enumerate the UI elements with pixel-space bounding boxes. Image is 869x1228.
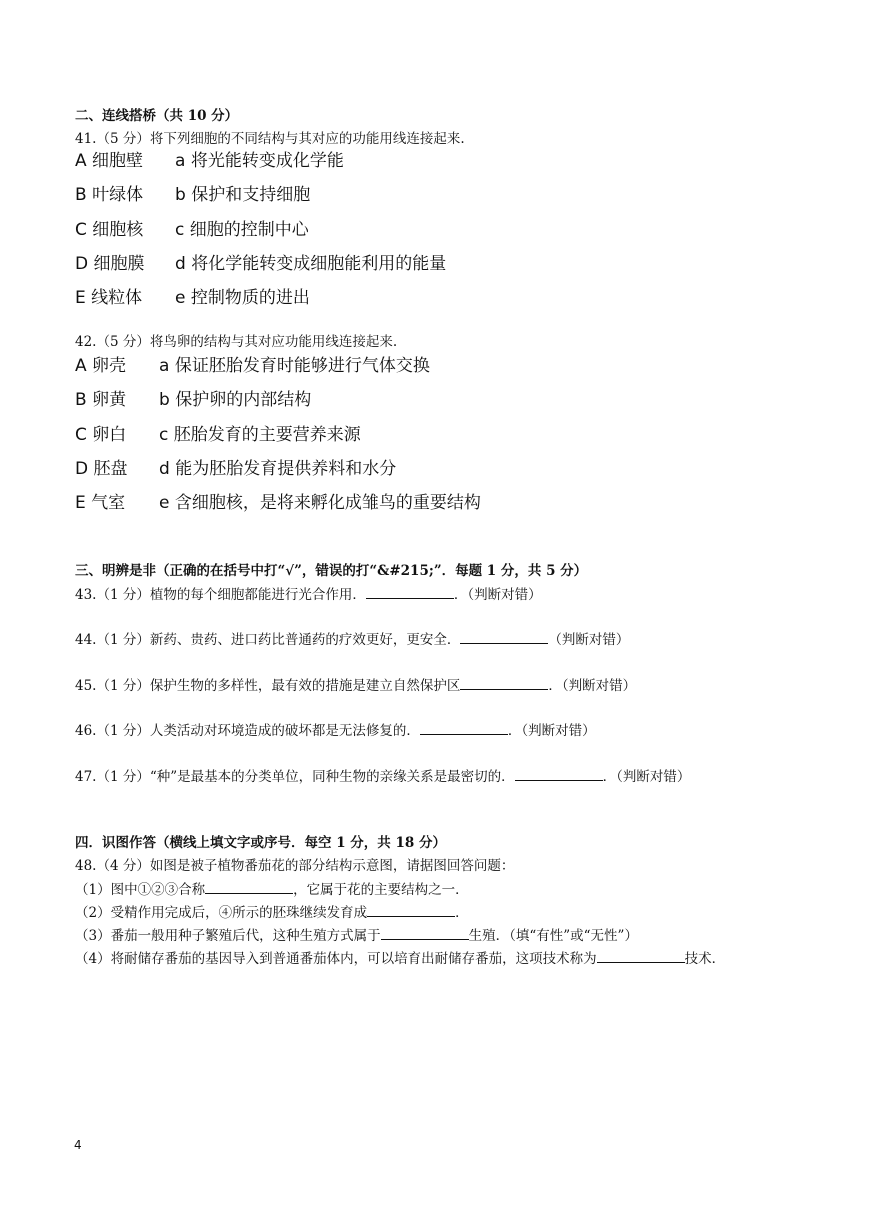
q44-text: 44.（1 分）新药、贵药、进口药比普通药的疗效更好，更安全． — [75, 632, 461, 648]
q42-row-e — [75, 492, 481, 514]
q47-text: 47.（1 分）“种”是最基本的分类单位，同种生物的亲缘关系是最密切的． — [75, 769, 515, 785]
q47-answer-blank[interactable] — [515, 766, 603, 781]
question-42-stem: 42.（5 分）将鸟卵的结构与其对应功能用线连接起来. — [75, 334, 398, 350]
q48-part-1 — [75, 879, 469, 899]
q42-left-a: A 卵壳 — [75, 356, 127, 376]
q43-answer-blank[interactable] — [366, 584, 454, 599]
q48-p3-suffix: 生殖．（填“有性”或“无性”） — [468, 928, 638, 944]
section-4-heading: 四．识图作答（横线上填文字或序号．每空 1 分，共 18 分） — [75, 835, 446, 851]
q48-p2-answer-blank[interactable] — [367, 902, 455, 917]
q42-row-b — [75, 389, 311, 411]
q48-part-2 — [75, 902, 469, 922]
q48-p1-suffix: ，它属于花的主要结构之一． — [293, 882, 469, 898]
q43-text: 43.（1 分）植物的每个细胞都能进行光合作用． — [75, 587, 366, 603]
q41-row-a — [75, 150, 344, 172]
q45-answer-blank[interactable] — [460, 675, 548, 690]
q48-p4-suffix: 技术． — [684, 951, 726, 967]
q41-right-c: c 细胞的控制中心 — [175, 220, 309, 240]
q48-p2-suffix: ． — [455, 905, 469, 921]
q48-p1-text: （1）图中①②③合称 — [75, 882, 206, 898]
question-43 — [75, 584, 542, 604]
q42-right-b: b 保护卵的内部结构 — [159, 390, 312, 410]
q48-part-3 — [75, 925, 638, 945]
q48-p2-text: （2）受精作用完成后，④所示的胚珠继续发育成 — [75, 905, 368, 921]
q42-row-c — [75, 424, 361, 446]
q48-p4-text: （4）将耐储存番茄的基因导入到普通番茄体内，可以培育出耐储存番茄，这项技术称为 — [75, 951, 597, 967]
q45-suffix: ．（判断对错） — [548, 678, 637, 694]
q42-left-e: E 气室 — [75, 493, 126, 513]
q46-suffix: ．（判断对错） — [507, 723, 596, 739]
q45-text: 45.（1 分）保护生物的多样性，最有效的措施是建立自然保护区 — [75, 678, 461, 694]
q48-p4-answer-blank[interactable] — [597, 948, 685, 963]
q41-right-e: e 控制物质的进出 — [175, 288, 310, 308]
question-41-stem: 41.（5 分）将下列细胞的不同结构与其对应的功能用线连接起来. — [75, 131, 465, 147]
section-2-heading: 二、连线搭桥（共 10 分） — [75, 108, 239, 124]
q42-right-a: a 保证胚胎发育时能够进行气体交换 — [159, 356, 430, 376]
q41-left-e: E 线粒体 — [75, 288, 143, 308]
q48-p3-answer-blank[interactable] — [381, 925, 469, 940]
q48-p3-text: （3）番茄一般用种子繁殖后代，这种生殖方式属于 — [75, 928, 381, 944]
q48-part-4 — [75, 948, 725, 968]
q41-left-b: B 叶绿体 — [75, 185, 144, 205]
q41-row-d — [75, 253, 446, 275]
q42-left-b: B 卵黄 — [75, 390, 127, 410]
q46-text: 46.（1 分）人类活动对环境造成的破坏都是无法修复的． — [75, 723, 420, 739]
q42-row-a — [75, 355, 430, 377]
q42-left-c: C 卵白 — [75, 425, 127, 445]
q42-left-d: D 胚盘 — [75, 459, 128, 479]
q47-suffix: ．（判断对错） — [602, 769, 691, 785]
q41-row-e — [75, 287, 310, 309]
question-48-stem: 48.（4 分）如图是被子植物番茄花的部分结构示意图，请据图回答问题： — [75, 858, 515, 874]
q41-row-c — [75, 219, 309, 241]
section-3-heading: 三、明辨是非（正确的在括号中打“√”，错误的打“&#215;”．每题 1 分，共 5 分） — [75, 563, 588, 579]
q41-right-b: b 保护和支持细胞 — [175, 185, 311, 205]
q44-suffix: （判断对错） — [548, 632, 630, 648]
q42-right-e: e 含细胞核，是将来孵化成雏鸟的重要结构 — [159, 493, 481, 513]
q41-left-c: C 细胞核 — [75, 220, 144, 240]
q48-p1-answer-blank[interactable] — [205, 879, 293, 894]
q41-row-b — [75, 184, 310, 206]
page-number: 4 — [74, 1138, 82, 1152]
question-47 — [75, 766, 690, 786]
q46-answer-blank[interactable] — [420, 720, 508, 735]
q42-row-d — [75, 458, 396, 480]
q41-left-a: A 细胞壁 — [75, 151, 144, 171]
q44-answer-blank[interactable] — [460, 629, 548, 644]
q41-right-a: a 将光能转变成化学能 — [175, 151, 344, 171]
q43-suffix: ．（判断对错） — [453, 587, 542, 603]
question-44 — [75, 629, 629, 649]
q42-right-c: c 胚胎发育的主要营养来源 — [159, 425, 361, 445]
q41-right-d: d 将化学能转变成细胞能利用的能量 — [175, 254, 447, 274]
q41-left-d: D 细胞膜 — [75, 254, 145, 274]
question-46 — [75, 720, 596, 740]
q42-right-d: d 能为胚胎发育提供养料和水分 — [159, 459, 397, 479]
question-45 — [75, 675, 636, 695]
